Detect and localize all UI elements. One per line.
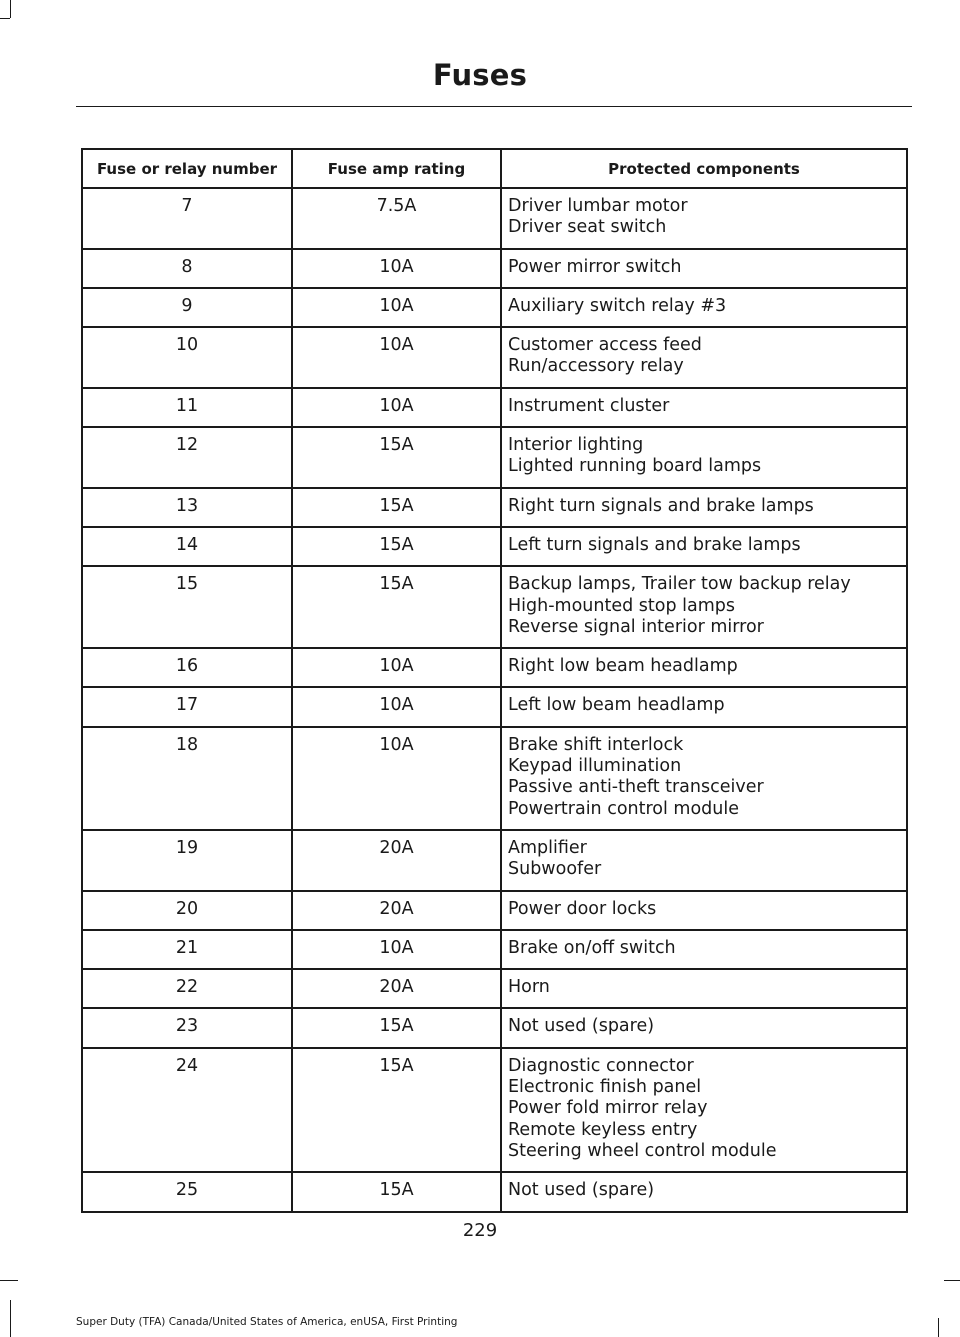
protected-components-cell	[501, 288, 907, 327]
table-row	[82, 930, 907, 969]
table-row	[82, 969, 907, 1008]
fuse-number-cell: 23	[82, 1008, 292, 1047]
fuse-table	[81, 148, 908, 1213]
protected-components-cell	[501, 648, 907, 687]
component-line: Diagnostic connector	[508, 1055, 694, 1076]
fuse-number-cell: 12	[82, 427, 292, 488]
table-row	[82, 687, 907, 726]
crop-mark-top-left-horizontal	[0, 18, 10, 19]
protected-components-cell	[501, 488, 907, 527]
component-line: Auxiliary switch relay #3	[508, 295, 727, 316]
component-line: Right low beam headlamp	[508, 656, 738, 677]
component-line: Brake shift interlock	[508, 734, 684, 755]
fuse-number-cell: 15	[82, 566, 292, 648]
crop-mark-bottom-right-horizontal	[944, 1280, 960, 1281]
amp-rating-cell: 10A	[292, 648, 501, 687]
table-row	[82, 188, 907, 249]
protected-components-cell	[501, 891, 907, 930]
protected-components-cell	[501, 188, 907, 249]
fuse-number-cell: 8	[82, 249, 292, 288]
component-line: Subwoofer	[508, 859, 602, 880]
component-line: High-mounted stop lamps	[508, 595, 735, 616]
component-line: Brake on/off switch	[508, 937, 676, 958]
table-body	[82, 188, 907, 1212]
protected-components-cell	[501, 527, 907, 566]
column-header-amp-rating: Fuse amp rating	[292, 149, 501, 188]
protected-components-cell	[501, 249, 907, 288]
amp-rating-cell: 15A	[292, 1048, 501, 1172]
component-line: Horn	[508, 977, 550, 998]
amp-rating-cell: 10A	[292, 249, 501, 288]
amp-rating-cell: 20A	[292, 891, 501, 930]
amp-rating-cell: 20A	[292, 830, 501, 891]
component-line: Instrument cluster	[508, 395, 670, 416]
column-header-protected-components: Protected components	[501, 149, 907, 188]
fuse-number-cell: 25	[82, 1172, 292, 1211]
component-line: Not used (spare)	[508, 1180, 655, 1201]
fuse-number-cell: 19	[82, 830, 292, 891]
protected-components-cell	[501, 930, 907, 969]
protected-components-cell	[501, 727, 907, 830]
component-line: Left low beam headlamp	[508, 695, 725, 716]
amp-rating-cell: 15A	[292, 1172, 501, 1211]
page-number: 229	[462, 1220, 498, 1241]
table-row	[82, 288, 907, 327]
fuse-number-cell: 13	[82, 488, 292, 527]
protected-components-cell	[501, 566, 907, 648]
amp-rating-cell: 15A	[292, 488, 501, 527]
component-line: Customer access feed	[508, 335, 702, 356]
table-row	[82, 648, 907, 687]
fuse-number-cell: 17	[82, 687, 292, 726]
component-line: Power mirror switch	[508, 256, 682, 277]
amp-rating-cell: 20A	[292, 969, 501, 1008]
title-divider	[76, 106, 912, 107]
column-header-fuse-number: Fuse or relay number	[82, 149, 292, 188]
component-line: Passive anti-theft transceiver	[508, 777, 764, 798]
fuse-number-cell: 22	[82, 969, 292, 1008]
table-row	[82, 1048, 907, 1172]
component-line: Power door locks	[508, 898, 657, 919]
fuse-number-cell: 18	[82, 727, 292, 830]
fuse-number-cell: 14	[82, 527, 292, 566]
component-line: Not used (spare)	[508, 1016, 655, 1037]
fuse-number-cell: 7	[82, 188, 292, 249]
table-row	[82, 388, 907, 427]
component-line: Interior lighting	[508, 435, 644, 456]
amp-rating-cell: 15A	[292, 566, 501, 648]
component-line: Amplifier	[508, 837, 587, 858]
protected-components-cell	[501, 830, 907, 891]
protected-components-cell	[501, 1172, 907, 1211]
component-line: Keypad illumination	[508, 756, 682, 777]
amp-rating-cell: 15A	[292, 1008, 501, 1047]
crop-mark-bottom-right-vertical	[938, 1318, 939, 1337]
protected-components-cell	[501, 1048, 907, 1172]
fuse-number-cell: 16	[82, 648, 292, 687]
component-line: Lighted running board lamps	[508, 456, 762, 477]
page-title: Fuses	[432, 58, 528, 92]
amp-rating-cell: 15A	[292, 427, 501, 488]
table-row	[82, 527, 907, 566]
component-line: Steering wheel control module	[508, 1140, 777, 1161]
table-row	[82, 1008, 907, 1047]
table-row	[82, 891, 907, 930]
component-line: Run/accessory relay	[508, 356, 684, 377]
protected-components-cell	[501, 327, 907, 388]
table-row	[82, 488, 907, 527]
component-line: Reverse signal interior mirror	[508, 616, 764, 637]
amp-rating-cell: 10A	[292, 388, 501, 427]
fuse-number-cell: 21	[82, 930, 292, 969]
component-line: Remote keyless entry	[508, 1119, 698, 1140]
table-row	[82, 566, 907, 648]
component-line: Backup lamps, Trailer tow backup relay	[508, 574, 851, 595]
fuse-number-cell: 11	[82, 388, 292, 427]
crop-mark-bottom-left-vertical	[10, 1300, 11, 1337]
amp-rating-cell: 10A	[292, 727, 501, 830]
protected-components-cell	[501, 687, 907, 726]
fuse-number-cell: 9	[82, 288, 292, 327]
component-line: Driver seat switch	[508, 217, 667, 238]
fuse-number-cell: 10	[82, 327, 292, 388]
table-header-row	[82, 149, 907, 188]
amp-rating-cell: 10A	[292, 687, 501, 726]
component-line: Driver lumbar motor	[508, 196, 688, 216]
component-line: Powertrain control module	[508, 798, 740, 819]
protected-components-cell	[501, 388, 907, 427]
amp-rating-cell: 15A	[292, 527, 501, 566]
amp-rating-cell: 10A	[292, 930, 501, 969]
protected-components-cell	[501, 427, 907, 488]
protected-components-cell	[501, 1008, 907, 1047]
table-row	[82, 727, 907, 830]
crop-mark-bottom-left-horizontal	[0, 1280, 18, 1281]
table-row	[82, 1172, 907, 1211]
component-line: Left turn signals and brake lamps	[508, 534, 801, 555]
amp-rating-cell: 7.5A	[292, 188, 501, 249]
protected-components-cell	[501, 969, 907, 1008]
component-line: Power fold mirror relay	[508, 1098, 708, 1119]
crop-mark-top-left-vertical	[10, 0, 11, 18]
fuse-number-cell: 24	[82, 1048, 292, 1172]
component-line: Electronic finish panel	[508, 1077, 702, 1098]
table-row	[82, 427, 907, 488]
table-row	[82, 830, 907, 891]
table-row	[82, 327, 907, 388]
amp-rating-cell: 10A	[292, 327, 501, 388]
table-row	[82, 249, 907, 288]
component-line: Right turn signals and brake lamps	[508, 495, 814, 516]
amp-rating-cell: 10A	[292, 288, 501, 327]
fuse-number-cell: 20	[82, 891, 292, 930]
footer-edition-text: Super Duty (TFA) Canada/United States of America, enUSA, First Printing	[76, 1316, 458, 1328]
